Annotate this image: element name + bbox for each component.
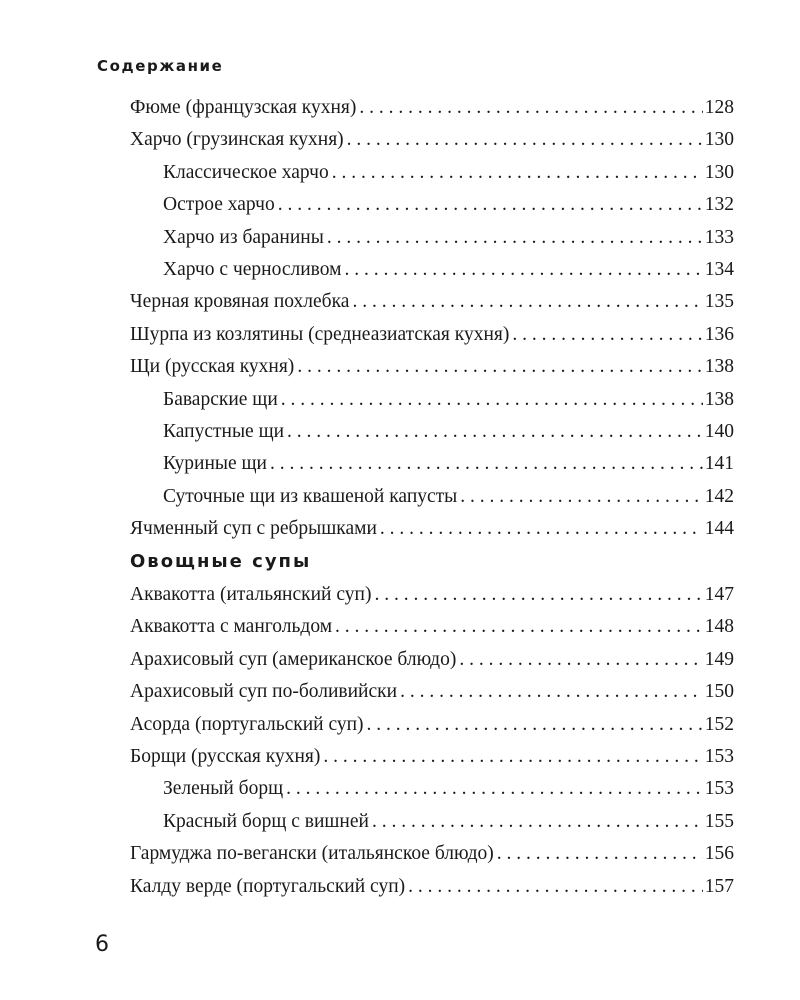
toc-entry-title: Аквакотта с мангольдом xyxy=(130,616,333,638)
toc-entry-title: Фюме (французская кухня) xyxy=(130,97,357,118)
toc-entry-title: Зеленый борщ xyxy=(163,778,284,800)
section-heading: Овощные супы xyxy=(130,550,312,572)
toc-entry-title: Острое харчо xyxy=(163,194,275,216)
toc-entry-title: Капустные щи xyxy=(163,421,285,442)
toc-subentry xyxy=(163,223,734,253)
toc-entry xyxy=(130,93,734,123)
dot-leader xyxy=(323,742,702,772)
toc-entry-page: 156 xyxy=(704,843,734,865)
toc-subentry xyxy=(163,158,734,188)
dot-leader xyxy=(278,190,703,220)
toc-entry-page: 150 xyxy=(704,681,734,703)
toc-entry-title: Красный борщ с вишней xyxy=(163,810,369,832)
toc-entry-title: Щи (русская кухня) xyxy=(130,356,295,378)
dot-leader xyxy=(400,677,703,707)
toc-entry-page: 147 xyxy=(704,584,734,605)
dot-leader xyxy=(497,839,703,869)
toc-entry-page: 130 xyxy=(704,161,734,183)
toc-entry-title: Арахисовый суп по-боливийски xyxy=(130,681,398,703)
toc-entry xyxy=(130,287,734,317)
toc-entry-page: 141 xyxy=(704,453,734,475)
toc-entry-title: Ячменный суп с ребрышками xyxy=(130,518,377,540)
toc-entry xyxy=(130,612,734,642)
toc-entry-title: Баварские щи xyxy=(163,388,278,410)
toc-entry-page: 157 xyxy=(704,875,734,897)
toc-entry-title: Аквакотта (итальянский суп) xyxy=(130,584,372,605)
toc-entry xyxy=(130,677,734,707)
toc-entry xyxy=(130,320,734,350)
toc-entry xyxy=(130,839,734,869)
dot-leader xyxy=(359,93,702,123)
dot-leader xyxy=(380,514,703,544)
dot-leader xyxy=(459,645,702,675)
dot-leader xyxy=(374,580,702,610)
dot-leader xyxy=(344,255,702,285)
toc-entry xyxy=(130,580,734,610)
toc-entry xyxy=(130,710,734,740)
dot-leader xyxy=(367,710,703,740)
toc-entry-page: 128 xyxy=(704,97,734,118)
toc-entry-page: 149 xyxy=(704,648,734,670)
toc-entry-page: 148 xyxy=(704,616,734,638)
toc-entry-page: 138 xyxy=(704,356,734,378)
toc-subentry xyxy=(163,774,734,804)
toc-entry-page: 140 xyxy=(704,421,734,442)
dot-leader xyxy=(512,320,702,350)
toc-entry-page: 132 xyxy=(704,194,734,216)
toc-entry-page: 142 xyxy=(704,485,734,507)
toc-entry xyxy=(130,872,734,902)
toc-entry-title: Куриные щи xyxy=(163,453,267,475)
toc-entry-title: Классическое харчо xyxy=(163,161,329,183)
dot-leader xyxy=(332,158,703,188)
toc-entry-title: Харчо с черносливом xyxy=(163,259,342,280)
dot-leader xyxy=(372,807,703,837)
dot-leader xyxy=(297,352,702,382)
toc-entry-page: 130 xyxy=(704,129,734,151)
toc-entry-page: 152 xyxy=(704,713,734,735)
toc-entry-title: Асорда (португальский суп) xyxy=(130,713,364,735)
toc-entry-page: 135 xyxy=(704,291,734,313)
toc-entry-page: 133 xyxy=(704,226,734,248)
dot-leader xyxy=(335,612,703,642)
dot-leader xyxy=(327,223,703,253)
toc-entry-title: Шурпа из козлятины (среднеазиатская кухня) xyxy=(130,323,510,345)
toc-entry-page: 153 xyxy=(704,746,734,767)
toc-entry-page: 136 xyxy=(704,323,734,345)
page-number: 6 xyxy=(95,932,109,957)
toc-entry-page: 144 xyxy=(704,518,734,540)
toc-subentry xyxy=(163,417,734,447)
toc-entry xyxy=(130,514,734,544)
toc-subentry xyxy=(163,807,734,837)
dot-leader xyxy=(347,125,703,155)
toc-entry-page: 134 xyxy=(704,259,734,280)
toc-entry-title: Суточные щи из квашеной капусты xyxy=(163,485,458,507)
dot-leader xyxy=(408,872,703,902)
toc-entry-title: Борщи (русская кухня) xyxy=(130,746,321,767)
toc-subentry xyxy=(163,449,734,479)
dot-leader xyxy=(281,385,703,415)
dot-leader xyxy=(460,482,702,512)
toc-entry-page: 155 xyxy=(704,810,734,832)
toc-entry-title: Черная кровяная похлебка xyxy=(130,291,350,313)
toc-entry-title: Арахисовый суп (американское блюдо) xyxy=(130,648,457,670)
toc-entry xyxy=(130,352,734,382)
dot-leader xyxy=(286,774,703,804)
toc-subentry xyxy=(163,385,734,415)
toc-entry-title: Калду верде (португальский суп) xyxy=(130,875,406,897)
toc-subentry xyxy=(163,482,734,512)
toc-entry xyxy=(130,125,734,155)
toc-entry-title: Гармуджа по-вегански (итальянское блюдо) xyxy=(130,843,494,865)
toc-entry-page: 138 xyxy=(704,388,734,410)
dot-leader xyxy=(287,417,703,447)
toc-subentry xyxy=(163,255,734,285)
toc-entry xyxy=(130,742,734,772)
running-head: Содержание xyxy=(97,57,224,75)
toc-subentry xyxy=(163,190,734,220)
toc-entry-title: Харчо из баранины xyxy=(163,226,324,248)
toc-entry-page: 153 xyxy=(704,778,734,800)
toc-entry xyxy=(130,645,734,675)
dot-leader xyxy=(352,287,702,317)
dot-leader xyxy=(270,449,703,479)
toc-entry-title: Харчо (грузинская кухня) xyxy=(130,129,344,151)
